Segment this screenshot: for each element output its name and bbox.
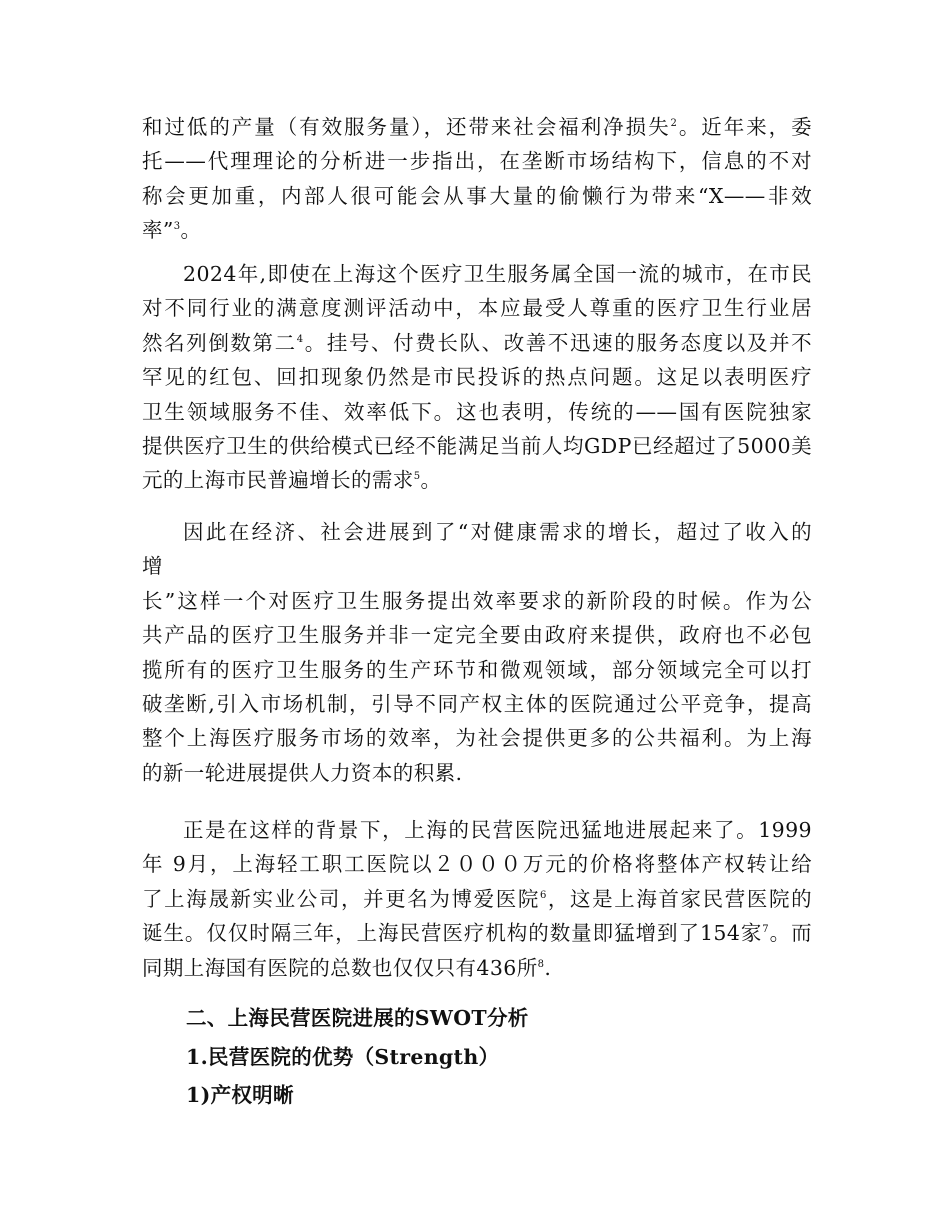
text-line: 同期上海国有医院的总数也仅仅只有436所$^8$. <box>142 955 552 980</box>
paragraph-2 <box>142 257 812 498</box>
text-line: 称会更加重，内部人很可能会从事大量的偷懒行为带来“X——非效 <box>142 183 812 208</box>
text-line: 共产品的医疗卫生服务并非一定完全要由政府来提供，政府也不必包 <box>142 623 812 648</box>
text-line: 正是在这样的背景下，上海的民营医院迅猛地进展起来了。1999 <box>183 818 812 842</box>
text-line: 然名列倒数第二$^4$。挂号、付费长队、改善不迅速的服务态度以及并不 <box>142 330 812 355</box>
paragraph-3 <box>142 515 812 790</box>
footnote-ref: 4 <box>296 333 304 345</box>
text-line: 提供医疗卫生的供给模式已经不能满足当前人均GDP已经超过了5000美 <box>142 434 812 459</box>
text-line: 托——代理理论的分析进一步指出，在垄断市场结构下，信息的不对 <box>142 149 812 174</box>
text-line: 整个上海医疗服务市场的效率，为社会提供更多的公共福利。为上海 <box>142 726 812 751</box>
text-line: 卫生领域服务不佳、效率低下。这也表明，传统的——国有医院独家 <box>142 399 812 424</box>
section-heading: 二、上海民营医院进展的SWOT分析 <box>186 1006 529 1030</box>
text-line: 率”$^3$。 <box>142 218 202 243</box>
footnote-ref: 6 <box>539 889 547 901</box>
footnote-ref: 3 <box>173 221 181 233</box>
text-line: 元的上海市民普遍增长的需求$^5$。 <box>142 468 442 493</box>
footnote-ref: 7 <box>762 924 770 936</box>
text-line: 因此在经济、社会进展到了“对健康需求的增长，超过了收入的 <box>183 520 812 544</box>
text-line: 诞生。仅仅时隔三年，上海民营医疗机构的数量即猛增到了154家$^7$。而 <box>142 921 812 946</box>
text-line: 罕见的红包、回扣现象仍然是市民投诉的热点问题。这足以表明医疗 <box>142 365 812 390</box>
footnote-ref: 8 <box>537 958 545 970</box>
sub-subsection-heading: 1)产权明晰 <box>186 1083 294 1107</box>
text-line: 长”这样一个对医疗卫生服务提出效率要求的新阶段的时候。作为公 <box>142 588 812 613</box>
text-line: 2024年,即使在上海这个医疗卫生服务属全国一流的城市，在市民 <box>183 262 812 286</box>
text-line: 破垄断,引入市场机制，引导不同产权主体的医院通过公平竞争，提高 <box>142 692 812 717</box>
text-line: 揽所有的医疗卫生服务的生产环节和微观领域，部分领域完全可以打 <box>142 657 812 682</box>
footnote-ref: 2 <box>670 118 678 129</box>
text-line: 年 9月，上海轻工职工医院以２０００万元的价格将整体产权转让给 <box>142 852 812 877</box>
text-line: 了上海晟新实业公司，并更名为博爱医院$^6$，这是上海首家民营医院的 <box>142 886 812 911</box>
paragraph-4 <box>142 813 812 985</box>
text-line: 和过低的产量（有效服务量），还带来社会福利净损失$^2$。近年来，委 <box>142 115 812 139</box>
text-line: 的新一轮进展提供人力资本的积累. <box>142 760 463 785</box>
text-line: 对不同行业的满意度测评活动中，本应最受人尊重的医疗卫生行业居 <box>142 296 812 321</box>
text-line: 增 <box>142 554 163 579</box>
paragraph-1 <box>142 110 812 248</box>
subsection-heading: 1.民营医院的优势（Strength） <box>186 1045 500 1069</box>
footnote-ref: 5 <box>413 471 421 483</box>
